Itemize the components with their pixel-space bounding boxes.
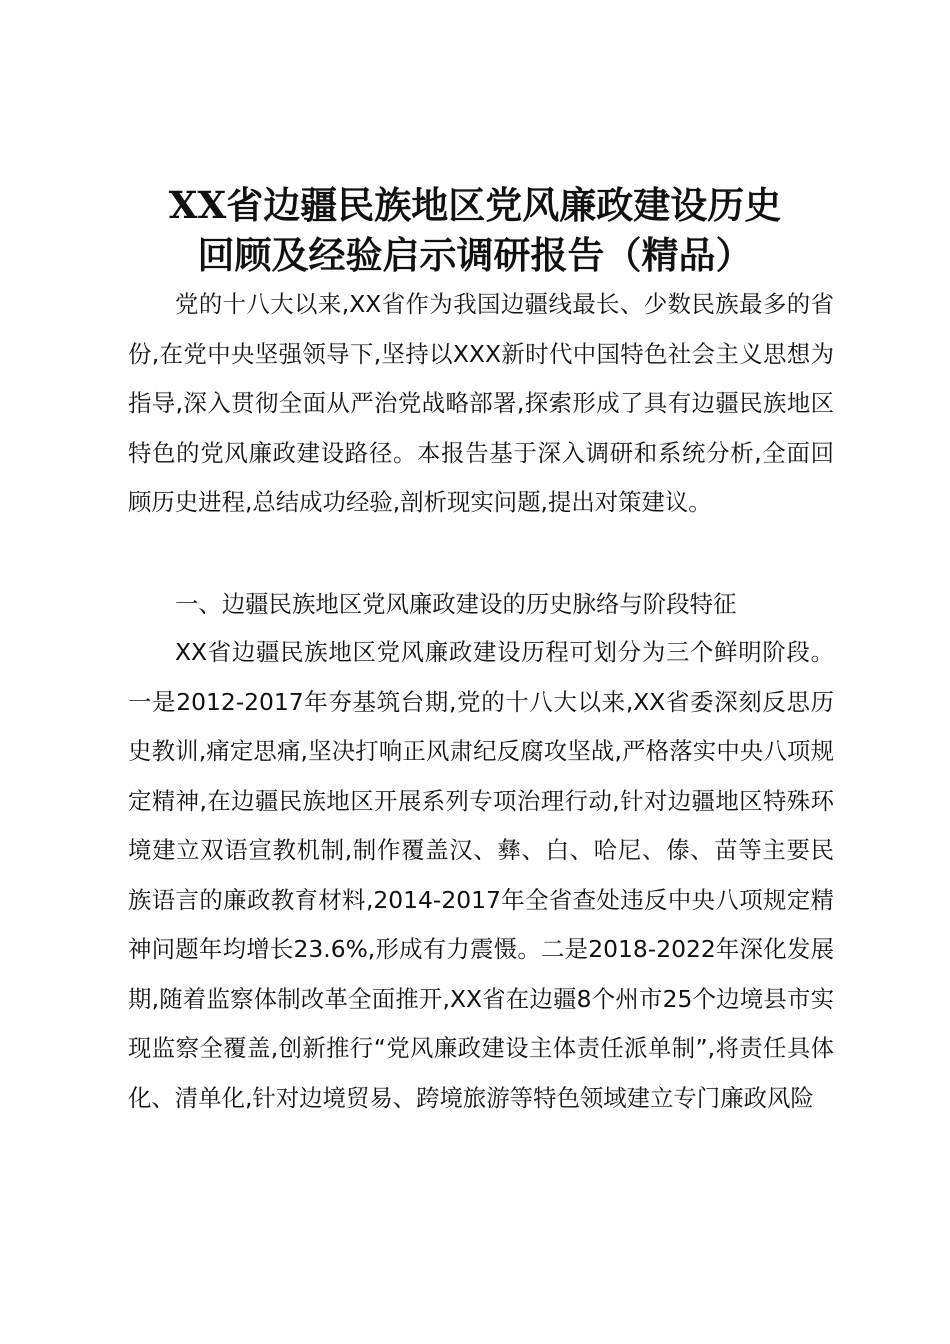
intro-paragraph: 党的十八大以来,XX省作为我国边疆线最长、少数民族最多的省份,在党中央坚强领导下,坚持以XXX新时代中国特色社会主义思想为指导,深入贯彻全面从严治党战略部署,探索形成了具有边疆民族地区特色的党风廉政建设路径。本报告基于深入调研和系统分析,全面回顾历史进程,总结成功经验,剖析现实问题,提出对策建议。: [128, 290, 834, 516]
title-line-2: 回顾及经验启示调研报告（精品）: [197, 233, 753, 277]
section-heading: 一、边疆民族地区党风廉政建设的历史脉络与阶段特征: [175, 590, 737, 618]
title-line-1: XX省边疆民族地区党风廉政建设历史: [168, 183, 782, 227]
document-title: [110, 180, 840, 280]
history-paragraph: XX省边疆民族地区党风廉政建设历程可划分为三个鲜明阶段。一是2012-2017年夯基筑台期,党的十八大以来,XX省委深刻反思历史教训,痛定思痛,坚决打响正风肃纪反腐攻坚战,严格落实中央八项规定精神,在边疆民族地区开展系列专项治理行动,针对边疆地区特殊环境建立双语宣教机制,制作覆盖汉、彝、白、哈尼、傣、苗等主要民族语言的廉政教育材料,2014-2017年全省查处违反中央八项规定精神问题年均增长23.6%,形成有力震慑。二是2018-2022年深化发展期,随着监察体制改革全面推开,XX省在边疆8个州市25个边境县市实现监察全覆盖,创新推行“党风廉政建设主体责任派单制”,将责任具体化、清单化,针对边境贸易、跨境旅游等特色领域建立专门廉政风险: [128, 638, 834, 1112]
